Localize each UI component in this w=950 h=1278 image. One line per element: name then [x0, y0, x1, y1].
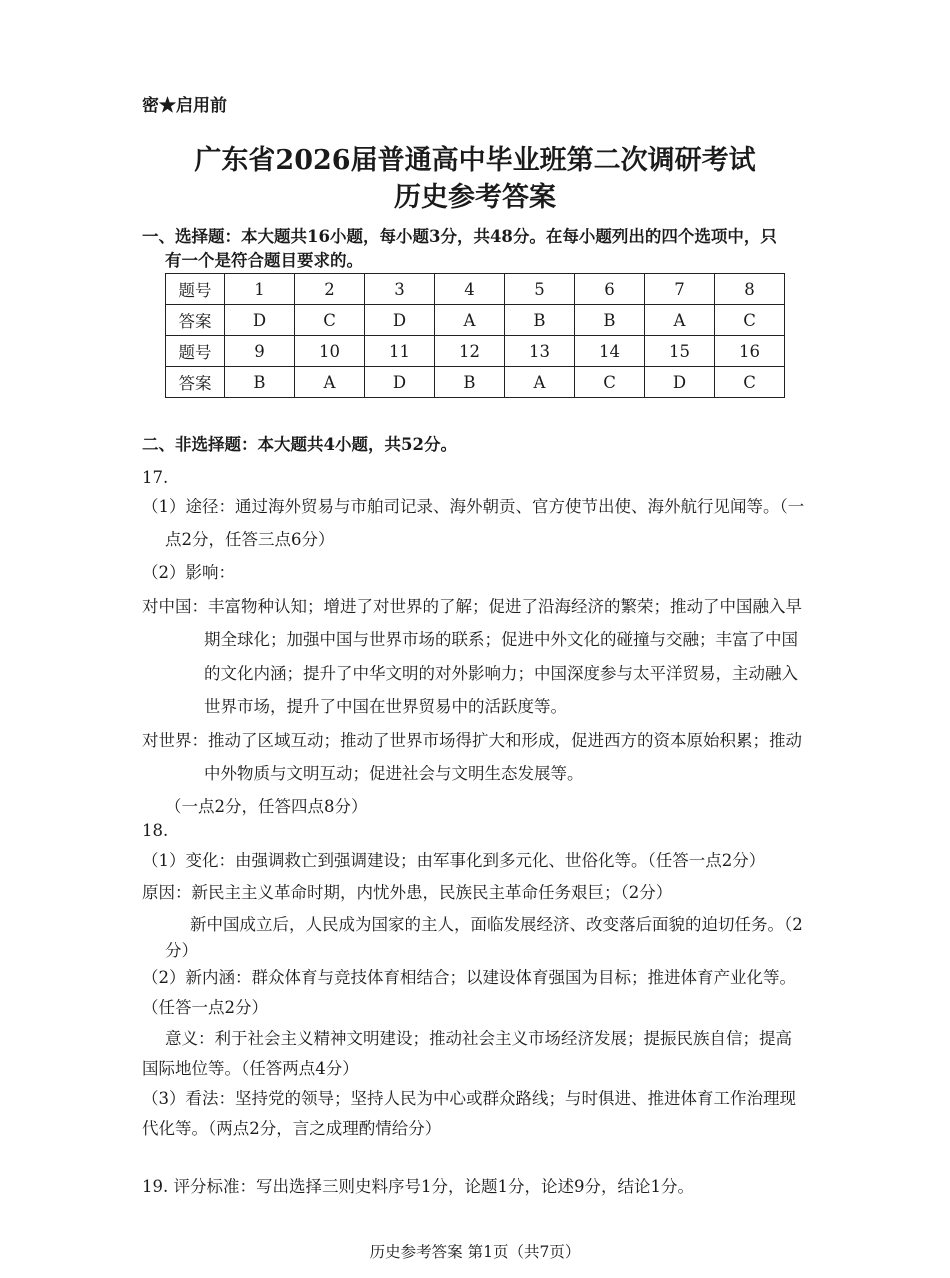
- q18-answer-line: （3）看法：坚持党的领导；坚持人民为中心或群众路线；与时俱进、推进体育工作治理现: [142, 1089, 796, 1108]
- table-cell: 6: [575, 274, 645, 305]
- table-cell: 8: [715, 274, 785, 305]
- table-cell: D: [225, 305, 295, 336]
- row-label: 题号: [166, 274, 225, 305]
- q18-answer-line: 原因：新民主主义革命时期，内忧外患，民族民主革命任务艰巨；（2分）: [142, 883, 673, 902]
- table-cell: B: [575, 305, 645, 336]
- q18-answer-line: （1）变化：由强调救亡到强调建设；由军事化到多元化、世俗化等。（任答一点2分）: [142, 851, 766, 870]
- section2-heading: 二、非选择题：本大题共4小题，共52分。: [142, 435, 457, 454]
- table-cell: C: [715, 305, 785, 336]
- q18-answer-line: 分）: [165, 941, 198, 960]
- q17-answer-line: 中外物质与文明互动；促进社会与文明生态发展等。: [204, 764, 584, 783]
- table-cell: 16: [715, 336, 785, 367]
- table-row: [166, 305, 785, 336]
- table-cell: 4: [435, 274, 505, 305]
- q17-answer-line: 点2分，任答三点6分）: [165, 530, 335, 549]
- table-cell: 3: [365, 274, 435, 305]
- table-cell: B: [505, 305, 575, 336]
- table-cell: 12: [435, 336, 505, 367]
- table-cell: D: [645, 367, 715, 398]
- q17-answer-line: 期全球化；加强中国与世界市场的联系；促进中外文化的碰撞与交融；丰富了中国: [204, 630, 798, 649]
- document-title: 广东省2026届普通高中毕业班第二次调研考试: [194, 145, 756, 176]
- row-label: 答案: [166, 305, 225, 336]
- q18-answer-line: 意义：利于社会主义精神文明建设；推动社会主义市场经济发展；提振民族自信；提高: [165, 1029, 792, 1048]
- confidential-mark: 密★启用前: [142, 96, 227, 116]
- table-cell: 9: [225, 336, 295, 367]
- table-cell: A: [435, 305, 505, 336]
- table-row: [166, 274, 785, 305]
- table-cell: 10: [295, 336, 365, 367]
- table-row: [166, 336, 785, 367]
- table-cell: C: [295, 305, 365, 336]
- table-cell: A: [645, 305, 715, 336]
- table-row: [166, 367, 785, 398]
- q17-answer-line: 对世界：推动了区域互动；推动了世界市场得扩大和形成，促进西方的资本原始积累；推动: [142, 731, 802, 750]
- q19-criteria: 19. 评分标准：写出选择三则史料序号1分，论题1分，论述9分，结论1分。: [142, 1177, 694, 1196]
- table-cell: B: [435, 367, 505, 398]
- table-cell: C: [575, 367, 645, 398]
- answer-table: [165, 273, 785, 398]
- q18-answer-line: （2）新内涵：群众体育与竞技体育相结合；以建设体育强国为目标；推进体育产业化等。: [142, 968, 796, 987]
- q18-answer-line: （任答一点2分）: [142, 998, 268, 1017]
- q17-answer-line: （2）影响：: [142, 563, 235, 582]
- table-cell: 2: [295, 274, 365, 305]
- table-cell: A: [295, 367, 365, 398]
- table-cell: D: [365, 367, 435, 398]
- table-cell: 11: [365, 336, 435, 367]
- table-cell: 13: [505, 336, 575, 367]
- q18-answer-line: 代化等。（两点2分，言之成理酌情给分）: [142, 1119, 442, 1138]
- q18-number: 18.: [142, 821, 169, 840]
- document-subtitle: 历史参考答案: [394, 182, 556, 213]
- section1-heading: 一、选择题：本大题共16小题，每小题3分，共48分。在每小题列出的四个选项中，只: [142, 227, 777, 246]
- table-cell: B: [225, 367, 295, 398]
- table-cell: 1: [225, 274, 295, 305]
- table-cell: 5: [505, 274, 575, 305]
- q18-answer-line: 新中国成立后，人民成为国家的主人，面临发展经济、改变落后面貌的迫切任务。（2: [190, 915, 803, 934]
- table-cell: A: [505, 367, 575, 398]
- table-cell: 15: [645, 336, 715, 367]
- q17-answer-line: （一点2分，任答四点8分）: [165, 797, 368, 816]
- table-cell: C: [715, 367, 785, 398]
- table-cell: 14: [575, 336, 645, 367]
- q18-answer-line: 国际地位等。（任答两点4分）: [142, 1059, 359, 1078]
- page-footer: 历史参考答案 第1页（共7页）: [369, 1243, 581, 1261]
- q17-answer-line: 对中国：丰富物种认知；增进了对世界的了解；促进了沿海经济的繁荣；推动了中国融入早: [142, 597, 802, 616]
- section1-heading-cont: 有一个是符合题目要求的。: [165, 251, 363, 270]
- row-label: 答案: [166, 367, 225, 398]
- q17-answer-line: 世界市场，提升了中国在世界贸易中的活跃度等。: [204, 697, 567, 716]
- table-cell: D: [365, 305, 435, 336]
- table-cell: 7: [645, 274, 715, 305]
- q17-answer-line: （1）途径：通过海外贸易与市舶司记录、海外朝贡、官方使节出使、海外航行见闻等。（一: [142, 497, 805, 516]
- q17-answer-line: 的文化内涵；提升了中华文明的对外影响力；中国深度参与太平洋贸易，主动融入: [204, 664, 798, 683]
- q17-number: 17.: [142, 468, 169, 487]
- row-label: 题号: [166, 336, 225, 367]
